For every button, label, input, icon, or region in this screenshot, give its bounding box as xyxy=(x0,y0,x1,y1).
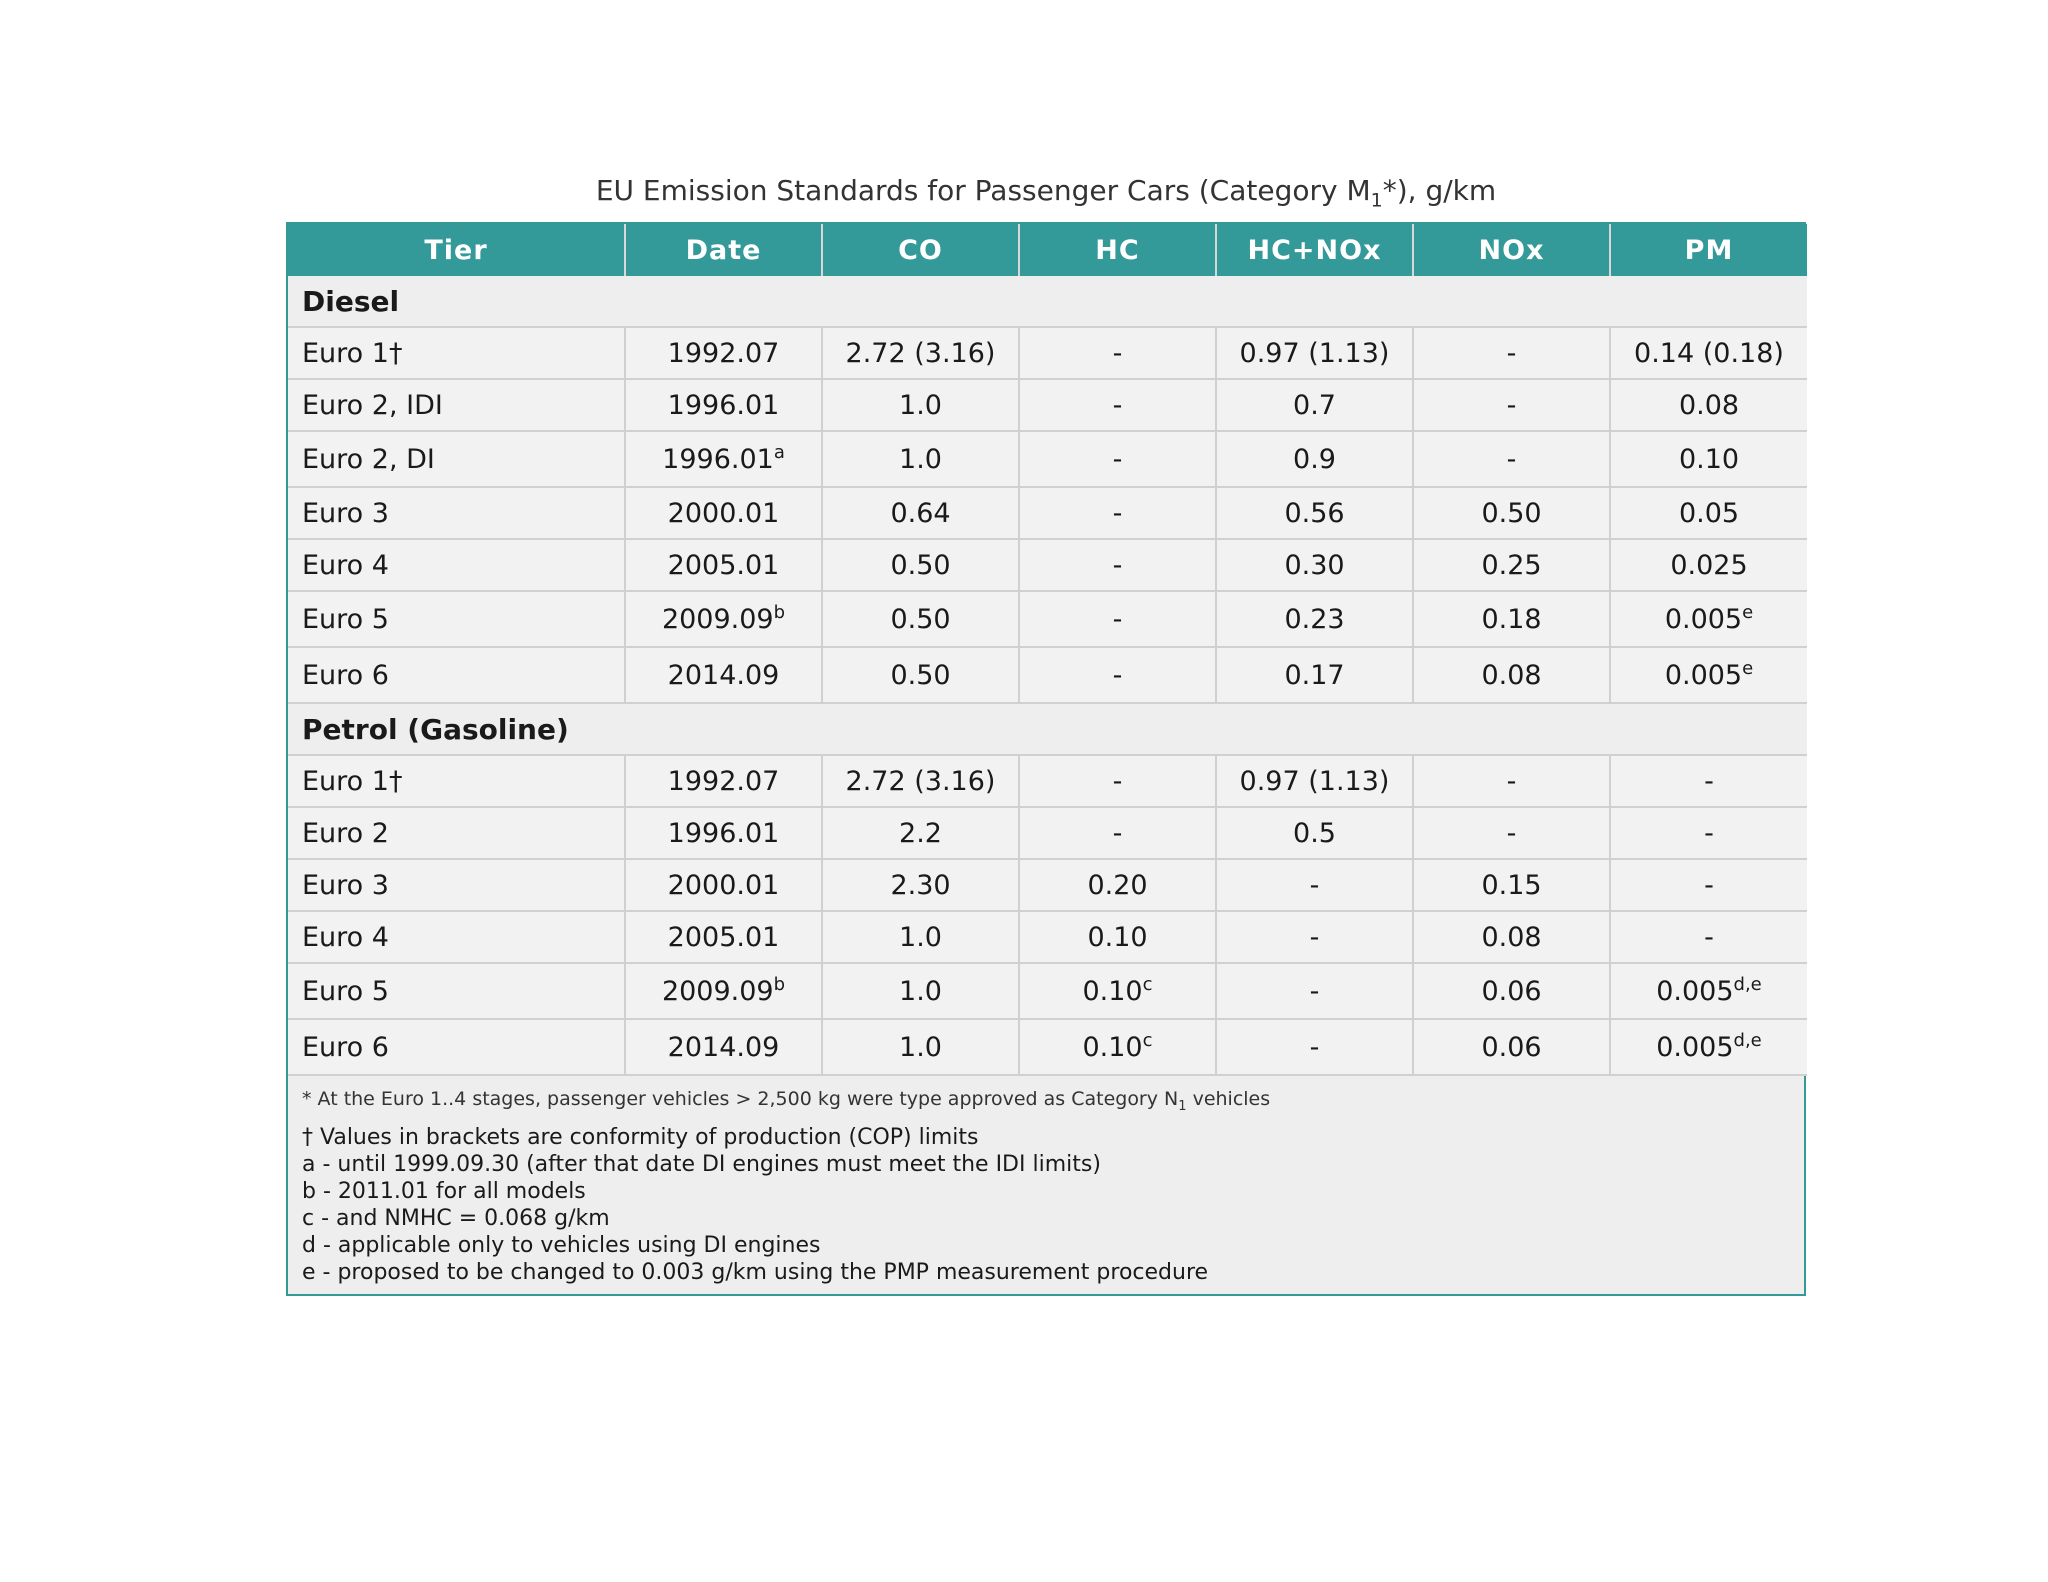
cell-hc xyxy=(1019,647,1216,703)
emission-standards-table xyxy=(288,224,1807,1076)
cell-date xyxy=(625,379,822,431)
cell-pm xyxy=(1610,755,1807,807)
cell-date xyxy=(625,647,822,703)
footnote-marker: d,e xyxy=(1733,973,1762,995)
cell-hc-nox xyxy=(1216,807,1413,859)
cell-co xyxy=(822,859,1019,911)
cell-hc-value: - xyxy=(1112,817,1123,849)
cell-date xyxy=(625,807,822,859)
cell-hc-nox-value: 0.23 xyxy=(1284,603,1345,635)
cell-hc-nox-value: - xyxy=(1309,975,1320,1007)
cell-nox xyxy=(1413,963,1610,1019)
footnote-marker: d,e xyxy=(1733,1029,1762,1051)
caption-subscript: 1 xyxy=(1370,189,1383,212)
cell-pm-value: - xyxy=(1704,869,1714,901)
cell-tier xyxy=(288,859,625,911)
section-header-petrol xyxy=(288,703,1807,755)
cell-date-value: 1996.01 xyxy=(662,443,774,475)
cell-nox-value: 0.50 xyxy=(1481,497,1542,529)
caption-tail: *), g/km xyxy=(1382,174,1497,207)
cell-hc-value: - xyxy=(1112,765,1123,797)
cell-date xyxy=(625,539,822,591)
table-row xyxy=(288,1019,1807,1075)
cell-date-value: 2005.01 xyxy=(667,549,780,581)
cell-nox xyxy=(1413,539,1610,591)
cell-co-value: 0.50 xyxy=(890,549,951,581)
cell-hc-value: - xyxy=(1112,337,1123,369)
cell-hc-nox-value: - xyxy=(1309,1031,1320,1063)
cell-hc xyxy=(1019,431,1216,487)
cell-nox-value: - xyxy=(1506,765,1517,797)
table-row xyxy=(288,911,1807,963)
cell-pm xyxy=(1610,859,1807,911)
cell-hc-nox xyxy=(1216,327,1413,379)
column-header-hc: HC xyxy=(1019,224,1216,276)
cell-pm xyxy=(1610,1019,1807,1075)
cell-co xyxy=(822,911,1019,963)
cell-nox-value: 0.15 xyxy=(1481,869,1542,901)
cell-date xyxy=(625,1019,822,1075)
cell-hc-nox xyxy=(1216,379,1413,431)
table-row xyxy=(288,755,1807,807)
section-label-petrol: Petrol (Gasoline) xyxy=(288,703,1807,755)
cell-co-value: 2.2 xyxy=(899,817,942,849)
footnote-line: e - proposed to be changed to 0.003 g/km using the PMP measurement procedure xyxy=(302,1259,1209,1285)
cell-co-value: 1.0 xyxy=(899,921,942,953)
cell-pm xyxy=(1610,911,1807,963)
cell-pm-value: 0.08 xyxy=(1678,389,1740,421)
footnote-line: d - applicable only to vehicles using DI engines xyxy=(302,1232,821,1258)
cell-hc xyxy=(1019,379,1216,431)
cell-pm xyxy=(1610,539,1807,591)
cell-hc-value: - xyxy=(1112,603,1123,635)
cell-date xyxy=(625,431,822,487)
cell-hc-nox-value: - xyxy=(1309,921,1320,953)
cell-pm-value: 0.005 xyxy=(1656,975,1734,1007)
cell-hc-nox-value: 0.7 xyxy=(1293,389,1336,421)
table-row xyxy=(288,539,1807,591)
cell-tier xyxy=(288,963,625,1019)
cell-hc-value: - xyxy=(1112,443,1123,475)
footnote-line: a - until 1999.09.30 (after that date DI engines must meet the IDI limits) xyxy=(302,1151,1101,1177)
cell-pm-value: 0.005 xyxy=(1664,603,1743,635)
footnote-line: † Values in brackets are conformity of production (COP) limits xyxy=(302,1124,979,1150)
cell-co-value: 2.72 (3.16) xyxy=(845,337,996,369)
cell-hc-nox xyxy=(1216,963,1413,1019)
cell-nox xyxy=(1413,431,1610,487)
cell-co-value: 1.0 xyxy=(899,389,942,421)
cell-hc-nox xyxy=(1216,591,1413,647)
emission-standards-table-container xyxy=(286,222,1806,1296)
cell-date xyxy=(625,859,822,911)
cell-hc-nox-value: 0.17 xyxy=(1284,659,1345,691)
table-row xyxy=(288,807,1807,859)
cell-hc xyxy=(1019,591,1216,647)
cell-date-value: 2014.09 xyxy=(667,659,780,691)
cell-co-value: 1.0 xyxy=(899,443,942,475)
cell-hc-value: - xyxy=(1112,549,1123,581)
cell-pm-value: - xyxy=(1704,817,1714,849)
cell-nox-value: 0.08 xyxy=(1481,921,1542,953)
cell-co-value: 0.64 xyxy=(890,497,951,529)
cell-co xyxy=(822,647,1019,703)
cell-nox xyxy=(1413,379,1610,431)
footnote-marker: e xyxy=(1742,657,1754,679)
cell-date xyxy=(625,591,822,647)
cell-hc xyxy=(1019,327,1216,379)
table-row xyxy=(288,859,1807,911)
cell-nox xyxy=(1413,487,1610,539)
caption-text: EU Emission Standards for Passenger Cars (Category M xyxy=(595,174,1371,207)
cell-co xyxy=(822,963,1019,1019)
table-row xyxy=(288,591,1807,647)
cell-nox-value: 0.06 xyxy=(1481,1031,1542,1063)
cell-co-value: 1.0 xyxy=(899,975,942,1007)
footnote-marker: c xyxy=(1142,973,1153,995)
cell-hc-nox-value: 0.30 xyxy=(1284,549,1345,581)
table-body xyxy=(288,276,1807,1075)
cell-tier-value: Euro 6 xyxy=(302,659,389,691)
cell-tier xyxy=(288,755,625,807)
cell-nox xyxy=(1413,1019,1610,1075)
table-row xyxy=(288,431,1807,487)
cell-co-value: 2.72 (3.16) xyxy=(845,765,996,797)
cell-tier-value: Euro 5 xyxy=(302,975,389,1007)
cell-date-value: 2000.01 xyxy=(667,869,780,901)
column-header-date: Date xyxy=(625,224,822,276)
cell-hc-nox xyxy=(1216,859,1413,911)
cell-pm-value: 0.005 xyxy=(1664,659,1743,691)
cell-pm-value: - xyxy=(1704,765,1714,797)
footnote-line: c - and NMHC = 0.068 g/km xyxy=(302,1205,610,1231)
cell-co-value: 2.30 xyxy=(890,869,951,901)
cell-hc-nox-value: 0.5 xyxy=(1293,817,1336,849)
cell-tier-value: Euro 3 xyxy=(302,497,389,529)
footnote-marker: b xyxy=(773,973,786,995)
cell-hc xyxy=(1019,1019,1216,1075)
cell-hc xyxy=(1019,487,1216,539)
cell-nox xyxy=(1413,859,1610,911)
cell-nox-value: 0.08 xyxy=(1481,659,1542,691)
cell-hc-nox-value: 0.56 xyxy=(1284,497,1345,529)
cell-nox-value: 0.18 xyxy=(1481,603,1542,635)
cell-date-value: 2005.01 xyxy=(667,921,780,953)
table-caption xyxy=(286,174,1806,212)
footnote-category xyxy=(302,1086,1790,1120)
section-label-diesel: Diesel xyxy=(288,276,1807,327)
cell-nox-value: - xyxy=(1506,817,1517,849)
cell-hc-value: - xyxy=(1112,389,1123,421)
cell-co xyxy=(822,431,1019,487)
column-header-nox: NOx xyxy=(1413,224,1610,276)
cell-nox-value: 0.06 xyxy=(1481,975,1542,1007)
footnote-marker: b xyxy=(773,601,786,623)
cell-co xyxy=(822,379,1019,431)
cell-hc-value: 0.20 xyxy=(1087,869,1148,901)
footnote-marker: c xyxy=(1142,1029,1153,1051)
cell-pm xyxy=(1610,591,1807,647)
cell-hc-value: 0.10 xyxy=(1087,921,1148,953)
cell-co-value: 1.0 xyxy=(899,1031,942,1063)
cell-nox xyxy=(1413,327,1610,379)
cell-pm-value: - xyxy=(1704,921,1714,953)
cell-co xyxy=(822,539,1019,591)
cell-pm xyxy=(1610,379,1807,431)
cell-nox-value: - xyxy=(1506,337,1517,369)
cell-hc-nox-value: - xyxy=(1309,869,1320,901)
cell-hc-value: - xyxy=(1112,659,1123,691)
cell-hc-nox xyxy=(1216,431,1413,487)
cell-nox-value: 0.25 xyxy=(1481,549,1542,581)
cell-hc-nox-value: 0.97 (1.13) xyxy=(1239,337,1390,369)
cell-co xyxy=(822,1019,1019,1075)
cell-tier-value: Euro 2, DI xyxy=(302,443,435,475)
cell-pm-value: 0.05 xyxy=(1678,497,1740,529)
cell-tier xyxy=(288,591,625,647)
cell-date-value: 2009.09 xyxy=(661,603,774,635)
cell-pm-value: 0.10 xyxy=(1678,443,1740,475)
cell-pm xyxy=(1610,963,1807,1019)
footnote-marker: a xyxy=(773,441,785,463)
cell-tier xyxy=(288,1019,625,1075)
cell-tier xyxy=(288,379,625,431)
cell-tier xyxy=(288,539,625,591)
cell-hc xyxy=(1019,807,1216,859)
cell-date xyxy=(625,963,822,1019)
cell-hc-nox xyxy=(1216,1019,1413,1075)
cell-nox xyxy=(1413,647,1610,703)
cell-hc-nox-value: 0.9 xyxy=(1293,443,1336,475)
cell-tier xyxy=(288,807,625,859)
cell-tier-value: Euro 4 xyxy=(302,921,389,953)
column-header-tier: Tier xyxy=(288,224,625,276)
cell-hc xyxy=(1019,755,1216,807)
cell-tier-value: Euro 4 xyxy=(302,549,389,581)
cell-nox xyxy=(1413,755,1610,807)
cell-tier-value: Euro 1† xyxy=(302,337,403,369)
footnote-category-subscript: 1 xyxy=(1178,1098,1187,1114)
cell-co-value: 0.50 xyxy=(890,659,951,691)
footnote-line: b - 2011.01 for all models xyxy=(302,1178,586,1204)
cell-tier-value: Euro 6 xyxy=(302,1031,389,1063)
footnote-category-tail: vehicles xyxy=(1186,1088,1271,1110)
cell-tier-value: Euro 2, IDI xyxy=(302,389,443,421)
cell-date-value: 1992.07 xyxy=(667,337,780,369)
cell-hc xyxy=(1019,963,1216,1019)
cell-date-value: 2000.01 xyxy=(667,497,780,529)
cell-pm xyxy=(1610,431,1807,487)
footnote-marker: e xyxy=(1742,601,1754,623)
table-row xyxy=(288,327,1807,379)
cell-hc-value: 0.10 xyxy=(1082,975,1143,1007)
header-row xyxy=(288,224,1807,276)
cell-nox xyxy=(1413,807,1610,859)
cell-hc-value: - xyxy=(1112,497,1123,529)
cell-nox-value: - xyxy=(1506,389,1517,421)
cell-hc-nox xyxy=(1216,647,1413,703)
cell-co xyxy=(822,327,1019,379)
cell-pm xyxy=(1610,327,1807,379)
cell-pm xyxy=(1610,807,1807,859)
cell-hc-value: 0.10 xyxy=(1082,1031,1143,1063)
cell-date-value: 1996.01 xyxy=(667,389,780,421)
cell-date xyxy=(625,755,822,807)
cell-tier xyxy=(288,487,625,539)
cell-pm-value: 0.005 xyxy=(1656,1031,1734,1063)
table-row xyxy=(288,487,1807,539)
cell-pm xyxy=(1610,647,1807,703)
cell-date-value: 2009.09 xyxy=(661,975,774,1007)
cell-tier xyxy=(288,911,625,963)
cell-pm-value: 0.025 xyxy=(1670,549,1748,581)
cell-date xyxy=(625,911,822,963)
cell-date xyxy=(625,327,822,379)
cell-date-value: 2014.09 xyxy=(667,1031,780,1063)
cell-tier xyxy=(288,647,625,703)
cell-co-value: 0.50 xyxy=(890,603,951,635)
cell-nox xyxy=(1413,591,1610,647)
cell-hc xyxy=(1019,539,1216,591)
table-row xyxy=(288,647,1807,703)
cell-date-value: 1992.07 xyxy=(667,765,780,797)
cell-hc-nox xyxy=(1216,539,1413,591)
table-row xyxy=(288,963,1807,1019)
cell-hc-nox xyxy=(1216,487,1413,539)
cell-pm xyxy=(1610,487,1807,539)
cell-tier-value: Euro 1† xyxy=(302,765,403,797)
cell-hc xyxy=(1019,859,1216,911)
cell-tier-value: Euro 2 xyxy=(302,817,389,849)
cell-date-value: 1996.01 xyxy=(667,817,780,849)
cell-tier xyxy=(288,431,625,487)
table-row xyxy=(288,379,1807,431)
column-header-co: CO xyxy=(822,224,1019,276)
section-header-diesel xyxy=(288,276,1807,327)
column-header-hc-nox: HC+NOx xyxy=(1216,224,1413,276)
cell-hc xyxy=(1019,911,1216,963)
cell-co xyxy=(822,487,1019,539)
cell-hc-nox xyxy=(1216,911,1413,963)
cell-nox xyxy=(1413,911,1610,963)
cell-hc-nox-value: 0.97 (1.13) xyxy=(1239,765,1390,797)
cell-tier-value: Euro 5 xyxy=(302,603,389,635)
cell-nox-value: - xyxy=(1506,443,1517,475)
cell-co xyxy=(822,591,1019,647)
cell-hc-nox xyxy=(1216,755,1413,807)
cell-pm-value: 0.14 (0.18) xyxy=(1634,337,1784,369)
column-header-pm: PM xyxy=(1610,224,1807,276)
footnotes xyxy=(288,1076,1804,1294)
cell-tier-value: Euro 3 xyxy=(302,869,389,901)
footnote-category-text: * At the Euro 1..4 stages, passenger vehicles > 2,500 kg were type approved as Category N xyxy=(302,1088,1179,1110)
cell-co xyxy=(822,755,1019,807)
cell-co xyxy=(822,807,1019,859)
cell-tier xyxy=(288,327,625,379)
cell-date xyxy=(625,487,822,539)
